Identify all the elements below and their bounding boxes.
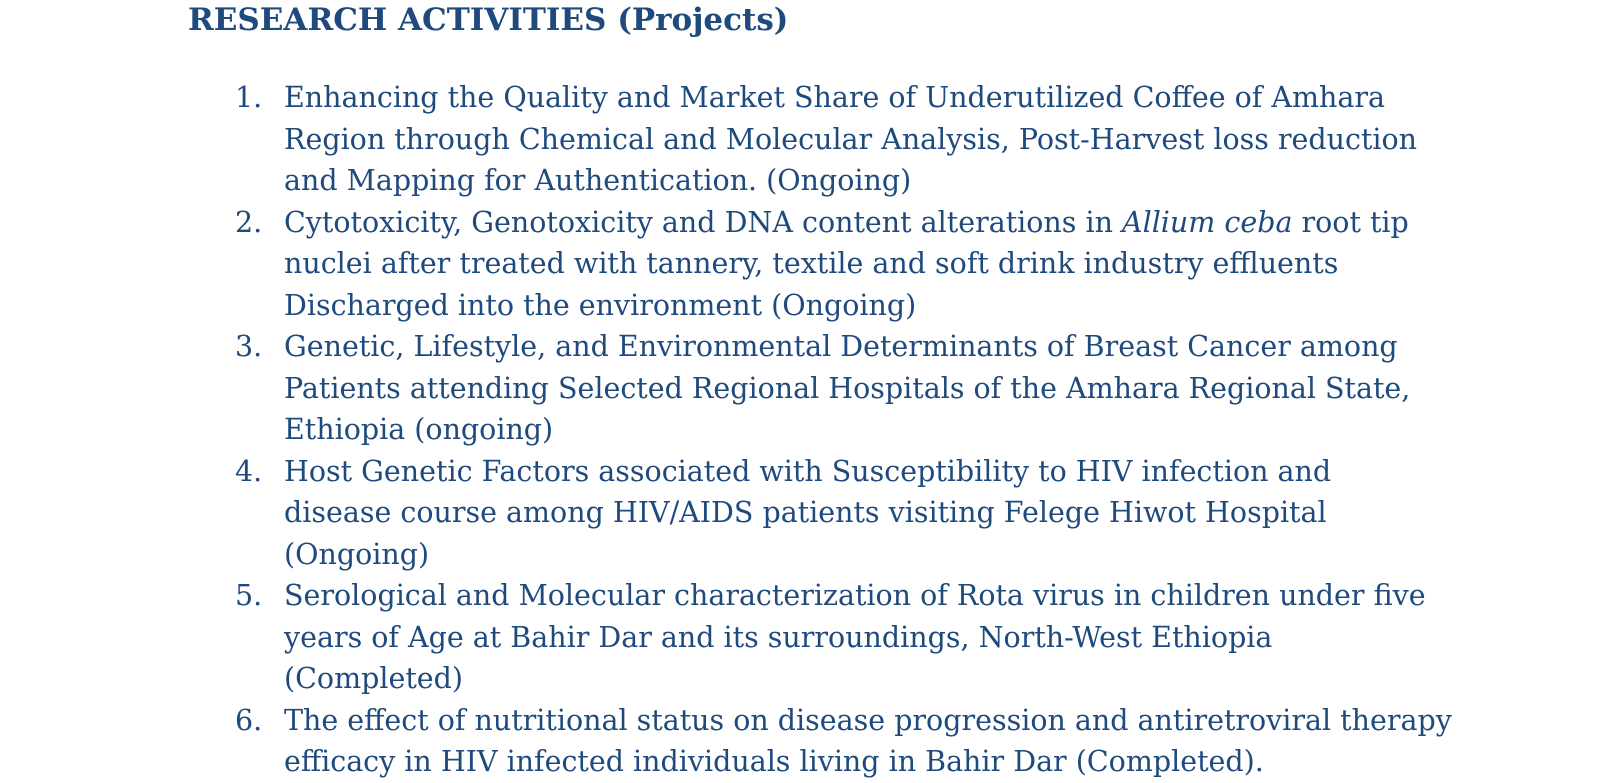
project-item-5 [230,575,1470,700]
project-title-line: Ethiopia (ongoing) [284,413,554,446]
project-title-line: Host Genetic Factors associated with Susceptibility to HIV infection and [284,454,1332,488]
species-name: Allium ceba [1122,205,1293,239]
project-title-line: Discharged into the environment (Ongoing) [284,288,917,322]
project-item-3 [230,326,1470,451]
title-text: Cytotoxicity, Genotoxicity and DNA content alterations in [284,205,1122,239]
project-title-line: (Ongoing) [284,537,430,571]
project-number: 5. [235,579,263,612]
project-title-line: Region through Chemical and Molecular Analysis, Post-Harvest loss reduction [284,122,1418,156]
project-title-line: The effect of nutritional status on disease progression and antiretroviral therapy [284,703,1452,737]
project-title-line: Patients attending Selected Regional Hospitals of the Amhara Regional State, [284,371,1411,405]
project-title-line: Genetic, Lifestyle, and Environmental Determinants of Breast Cancer among [284,330,1398,363]
project-list [230,77,1470,783]
project-title-line: disease course among HIV/AIDS patients visiting Felege Hiwot Hospital [284,496,1327,529]
section-heading: RESEARCH ACTIVITIES (Projects) [188,2,789,38]
project-item-2 [230,202,1470,327]
project-title-line: years of Age at Bahir Dar and its surroundings, North-West Ethiopia [284,620,1273,654]
project-title-line: Enhancing the Quality and Market Share of Underutilized Coffee of Amhara [284,81,1385,114]
project-title-line: and Mapping for Authentication. (Ongoing) [284,164,912,197]
project-title-line: Serological and Molecular characterization of Rota virus in children under five [284,579,1426,612]
project-number: 3. [235,330,263,363]
project-title-line: (Completed) [284,662,464,695]
project-item-6 [230,700,1470,783]
project-item-4 [230,451,1470,576]
project-title-line: efficacy in HIV infected individuals living in Bahir Dar (Completed). [284,745,1264,778]
project-number: 6. [235,703,263,737]
project-item-1 [230,77,1470,202]
project-number: 1. [235,81,263,114]
title-text: root tip [1292,205,1409,239]
project-number: 4. [235,454,263,488]
project-title-line: nuclei after treated with tannery, textile and soft drink industry effluents [284,247,1339,280]
project-title-line [284,202,1470,244]
project-number: 2. [235,205,263,239]
